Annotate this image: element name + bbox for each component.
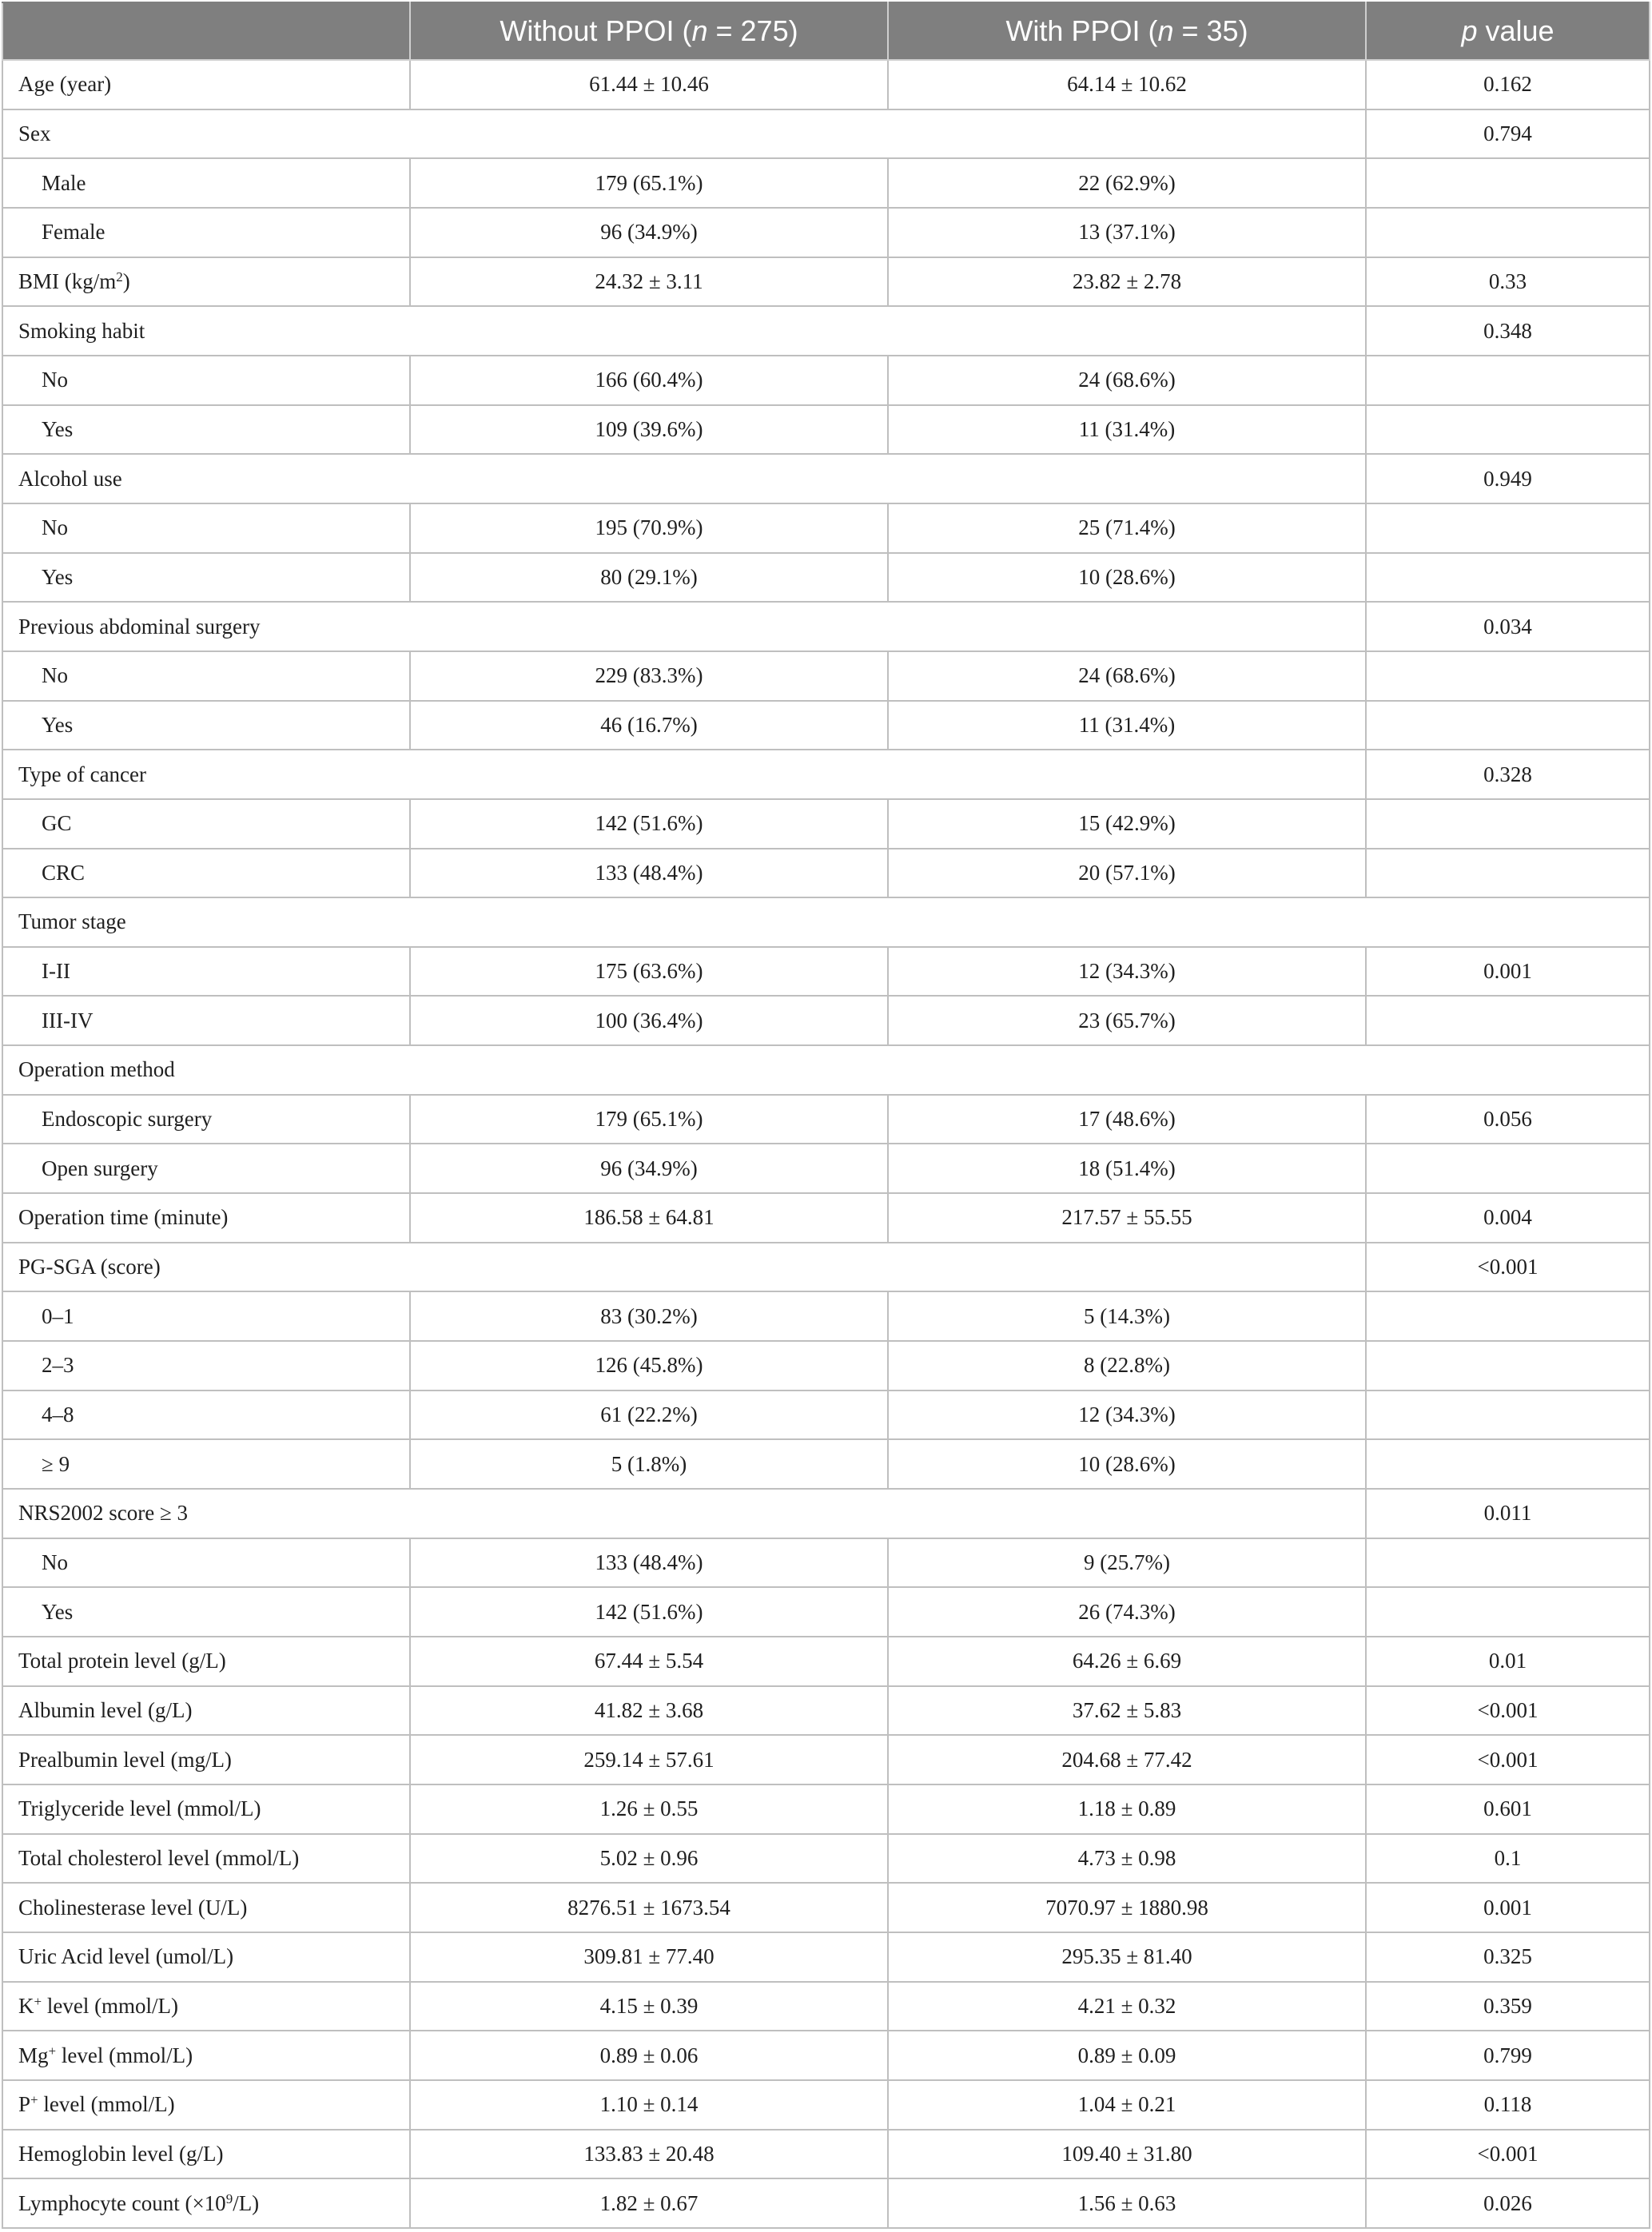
row-label: GC: [2, 799, 410, 849]
p-value-cell: [1366, 996, 1650, 1045]
table-row: [2, 503, 1650, 553]
without-ppoi-cell: 259.14 ± 57.61: [410, 1735, 888, 1784]
with-ppoi-cell: 204.68 ± 77.42: [888, 1735, 1366, 1784]
without-ppoi-cell: 186.58 ± 64.81: [410, 1193, 888, 1243]
table-row: [2, 1982, 1650, 2031]
without-ppoi-cell: 5 (1.8%): [410, 1439, 888, 1489]
row-label: No: [2, 1538, 410, 1588]
p-value-cell: [1366, 356, 1650, 405]
with-ppoi-cell: 22 (62.9%): [888, 158, 1366, 208]
table-row: [2, 1391, 1650, 1440]
p-value-cell: 0.01: [1366, 1637, 1650, 1686]
without-ppoi-cell: 175 (63.6%): [410, 947, 888, 997]
with-ppoi-cell: 15 (42.9%): [888, 799, 1366, 849]
without-ppoi-cell: 1.26 ± 0.55: [410, 1784, 888, 1834]
row-label: Uric Acid level (umol/L): [2, 1932, 410, 1982]
table-row: [2, 1045, 1650, 1095]
table-row: [2, 1538, 1650, 1588]
without-ppoi-cell: 126 (45.8%): [410, 1341, 888, 1391]
row-label: III-IV: [2, 996, 410, 1045]
header-row: [2, 2, 1650, 60]
p-value-cell: [1366, 799, 1650, 849]
p-value-cell: [1366, 701, 1650, 750]
row-label: Open surgery: [2, 1144, 410, 1193]
p-value-cell: 0.1: [1366, 1834, 1650, 1884]
table-row: [2, 2080, 1650, 2130]
row-label: CRC: [2, 849, 410, 898]
p-value-cell: [1366, 1391, 1650, 1440]
row-label: No: [2, 651, 410, 701]
row-label: 0–1: [2, 1291, 410, 1341]
row-label: No: [2, 356, 410, 405]
without-ppoi-cell: 61.44 ± 10.46: [410, 60, 888, 109]
table-row: [2, 1144, 1650, 1193]
with-ppoi-cell: 64.26 ± 6.69: [888, 1637, 1366, 1686]
p-value-cell: 0.949: [1366, 454, 1650, 503]
p-value-cell: 0.011: [1366, 1489, 1650, 1538]
without-ppoi-cell: 179 (65.1%): [410, 1095, 888, 1144]
p-value-cell: 0.799: [1366, 2031, 1650, 2080]
with-ppoi-cell: 12 (34.3%): [888, 1391, 1366, 1440]
row-label: BMI $(kg/m^2)$: [2, 257, 410, 307]
table-row: [2, 405, 1650, 455]
row-label: ≥ 9: [2, 1439, 410, 1489]
without-ppoi-cell: 133 (48.4%): [410, 849, 888, 898]
table-row: [2, 1784, 1650, 1834]
row-label: K+ level (mmol/L): [2, 1982, 410, 2031]
table-row: [2, 2178, 1650, 2228]
with-ppoi-cell: 1.18 ± 0.89: [888, 1784, 1366, 1834]
row-label: Tumor stage: [2, 897, 1650, 947]
row-label: Operation method: [2, 1045, 1650, 1095]
p-value-cell: [1366, 1291, 1650, 1341]
row-label: Previous abdominal surgery: [2, 602, 1366, 651]
table-row: [2, 2130, 1650, 2179]
with-ppoi-cell: 18 (51.4%): [888, 1144, 1366, 1193]
with-ppoi-cell: 4.73 ± 0.98: [888, 1834, 1366, 1884]
row-label: Type of cancer: [2, 750, 1366, 799]
header-blank: [2, 2, 410, 60]
table-row: [2, 1095, 1650, 1144]
p-value-cell: <0.001: [1366, 1735, 1650, 1784]
without-ppoi-cell: 1.82 ± 0.67: [410, 2178, 888, 2228]
p-value-cell: 0.33: [1366, 257, 1650, 307]
p-value-cell: [1366, 553, 1650, 603]
row-label: 4–8: [2, 1391, 410, 1440]
table-row: [2, 651, 1650, 701]
with-ppoi-cell: 23 (65.7%): [888, 996, 1366, 1045]
with-ppoi-cell: 0.89 ± 0.09: [888, 2031, 1366, 2080]
table-row: [2, 1883, 1650, 1932]
row-label: Yes: [2, 1587, 410, 1637]
table-row: [2, 60, 1650, 109]
table-row: [2, 1193, 1650, 1243]
row-label: Yes: [2, 405, 410, 455]
table-row: [2, 1834, 1650, 1884]
with-ppoi-cell: 23.82 ± 2.78: [888, 257, 1366, 307]
without-ppoi-cell: 24.32 ± 3.11: [410, 257, 888, 307]
with-ppoi-cell: 8 (22.8%): [888, 1341, 1366, 1391]
p-value-cell: 0.056: [1366, 1095, 1650, 1144]
row-label: 2–3: [2, 1341, 410, 1391]
without-ppoi-cell: 100 (36.4%): [410, 996, 888, 1045]
row-label: Operation time (minute): [2, 1193, 410, 1243]
without-ppoi-cell: 96 (34.9%): [410, 1144, 888, 1193]
p-value-cell: [1366, 405, 1650, 455]
p-value-cell: [1366, 1538, 1650, 1588]
with-ppoi-cell: 1.04 ± 0.21: [888, 2080, 1366, 2130]
table-row: [2, 897, 1650, 947]
with-ppoi-cell: 10 (28.6%): [888, 1439, 1366, 1489]
table-row: [2, 1686, 1650, 1736]
row-label: Cholinesterase level (U/L): [2, 1883, 410, 1932]
p-value-cell: [1366, 1144, 1650, 1193]
table-row: [2, 1489, 1650, 1538]
p-value-cell: 0.004: [1366, 1193, 1650, 1243]
table-row: [2, 1932, 1650, 1982]
row-label: Albumin level (g/L): [2, 1686, 410, 1736]
row-label: Male: [2, 158, 410, 208]
with-ppoi-cell: 13 (37.1%): [888, 208, 1366, 257]
row-label: Endoscopic surgery: [2, 1095, 410, 1144]
with-ppoi-cell: 11 (31.4%): [888, 701, 1366, 750]
row-label: Alcohol use: [2, 454, 1366, 503]
header-with-ppoi: With PPOI (n = 35): [888, 2, 1366, 60]
row-label: Age (year): [2, 60, 410, 109]
p-value-cell: 0.325: [1366, 1932, 1650, 1982]
with-ppoi-cell: 12 (34.3%): [888, 947, 1366, 997]
with-ppoi-cell: 64.14 ± 10.62: [888, 60, 1366, 109]
table-body: [2, 60, 1650, 2228]
p-value-cell: 0.026: [1366, 2178, 1650, 2228]
table-row: [2, 109, 1650, 159]
without-ppoi-cell: 46 (16.7%): [410, 701, 888, 750]
table-row: [2, 257, 1650, 307]
p-value-cell: [1366, 651, 1650, 701]
with-ppoi-cell: 17 (48.6%): [888, 1095, 1366, 1144]
table-row: [2, 799, 1650, 849]
row-label: Hemoglobin level (g/L): [2, 2130, 410, 2179]
header-without-ppoi: Without PPOI (n = 275): [410, 2, 888, 60]
row-label: Lymphocyte count $(\times 10^9/L)$: [2, 2178, 410, 2228]
row-label: Yes: [2, 553, 410, 603]
table-row: [2, 849, 1650, 898]
header-p-value: p value: [1366, 2, 1650, 60]
p-value-cell: [1366, 158, 1650, 208]
table-row: [2, 158, 1650, 208]
row-label: Total cholesterol level (mmol/L): [2, 1834, 410, 1884]
row-label: Prealbumin level (mg/L): [2, 1735, 410, 1784]
p-value-cell: <0.001: [1366, 2130, 1650, 2179]
without-ppoi-cell: 5.02 ± 0.96: [410, 1834, 888, 1884]
without-ppoi-cell: 80 (29.1%): [410, 553, 888, 603]
row-label: Female: [2, 208, 410, 257]
without-ppoi-cell: 133.83 ± 20.48: [410, 2130, 888, 2179]
table-row: [2, 602, 1650, 651]
without-ppoi-cell: 67.44 ± 5.54: [410, 1637, 888, 1686]
table-row: [2, 1735, 1650, 1784]
without-ppoi-cell: 83 (30.2%): [410, 1291, 888, 1341]
row-label: Sex: [2, 109, 1366, 159]
row-label: No: [2, 503, 410, 553]
with-ppoi-cell: 24 (68.6%): [888, 651, 1366, 701]
without-ppoi-cell: 109 (39.6%): [410, 405, 888, 455]
characteristics-table: [2, 2, 1650, 2229]
with-ppoi-cell: 7070.97 ± 1880.98: [888, 1883, 1366, 1932]
with-ppoi-cell: 9 (25.7%): [888, 1538, 1366, 1588]
table-row: [2, 1637, 1650, 1686]
with-ppoi-cell: 4.21 ± 0.32: [888, 1982, 1366, 2031]
without-ppoi-cell: 166 (60.4%): [410, 356, 888, 405]
with-ppoi-cell: 25 (71.4%): [888, 503, 1366, 553]
p-value-cell: 0.359: [1366, 1982, 1650, 2031]
without-ppoi-cell: 142 (51.6%): [410, 1587, 888, 1637]
table-row: [2, 2031, 1650, 2080]
p-value-cell: 0.601: [1366, 1784, 1650, 1834]
p-value-cell: 0.328: [1366, 750, 1650, 799]
without-ppoi-cell: 0.89 ± 0.06: [410, 2031, 888, 2080]
with-ppoi-cell: 11 (31.4%): [888, 405, 1366, 455]
row-label: Total protein level (g/L): [2, 1637, 410, 1686]
without-ppoi-cell: 195 (70.9%): [410, 503, 888, 553]
row-label: Smoking habit: [2, 306, 1366, 356]
table-row: [2, 454, 1650, 503]
with-ppoi-cell: 1.56 ± 0.63: [888, 2178, 1366, 2228]
table-row: [2, 1439, 1650, 1489]
p-value-cell: [1366, 1439, 1650, 1489]
with-ppoi-cell: 217.57 ± 55.55: [888, 1193, 1366, 1243]
row-label: NRS2002 score ≥ 3: [2, 1489, 1366, 1538]
without-ppoi-cell: 61 (22.2%): [410, 1391, 888, 1440]
table-row: [2, 553, 1650, 603]
p-value-cell: 0.162: [1366, 60, 1650, 109]
without-ppoi-cell: 133 (48.4%): [410, 1538, 888, 1588]
without-ppoi-cell: 96 (34.9%): [410, 208, 888, 257]
row-label: Yes: [2, 701, 410, 750]
p-value-cell: [1366, 849, 1650, 898]
with-ppoi-cell: 37.62 ± 5.83: [888, 1686, 1366, 1736]
without-ppoi-cell: 41.82 ± 3.68: [410, 1686, 888, 1736]
without-ppoi-cell: 229 (83.3%): [410, 651, 888, 701]
without-ppoi-cell: 8276.51 ± 1673.54: [410, 1883, 888, 1932]
p-value-cell: 0.001: [1366, 1883, 1650, 1932]
table-row: [2, 750, 1650, 799]
p-value-cell: [1366, 208, 1650, 257]
with-ppoi-cell: 26 (74.3%): [888, 1587, 1366, 1637]
row-label: P+ level (mmol/L): [2, 2080, 410, 2130]
p-value-cell: <0.001: [1366, 1243, 1650, 1292]
p-value-cell: 0.348: [1366, 306, 1650, 356]
row-label: PG-SGA (score): [2, 1243, 1366, 1292]
without-ppoi-cell: 4.15 ± 0.39: [410, 1982, 888, 2031]
row-label: Triglyceride level (mmol/L): [2, 1784, 410, 1834]
table-row: [2, 996, 1650, 1045]
with-ppoi-cell: 295.35 ± 81.40: [888, 1932, 1366, 1982]
table-row: [2, 1587, 1650, 1637]
p-value-cell: [1366, 503, 1650, 553]
without-ppoi-cell: 1.10 ± 0.14: [410, 2080, 888, 2130]
without-ppoi-cell: 309.81 ± 77.40: [410, 1932, 888, 1982]
table-row: [2, 356, 1650, 405]
p-value-cell: 0.034: [1366, 602, 1650, 651]
row-label: Mg+ level (mmol/L): [2, 2031, 410, 2080]
table-row: [2, 1291, 1650, 1341]
p-value-cell: [1366, 1341, 1650, 1391]
with-ppoi-cell: 20 (57.1%): [888, 849, 1366, 898]
table-row: [2, 701, 1650, 750]
table-row: [2, 947, 1650, 997]
table-row: [2, 306, 1650, 356]
with-ppoi-cell: 24 (68.6%): [888, 356, 1366, 405]
with-ppoi-cell: 109.40 ± 31.80: [888, 2130, 1366, 2179]
p-value-cell: 0.118: [1366, 2080, 1650, 2130]
without-ppoi-cell: 142 (51.6%): [410, 799, 888, 849]
table-row: [2, 1341, 1650, 1391]
without-ppoi-cell: 179 (65.1%): [410, 158, 888, 208]
table-row: [2, 208, 1650, 257]
p-value-cell: <0.001: [1366, 1686, 1650, 1736]
with-ppoi-cell: 5 (14.3%): [888, 1291, 1366, 1341]
table-row: [2, 1243, 1650, 1292]
p-value-cell: 0.001: [1366, 947, 1650, 997]
with-ppoi-cell: 10 (28.6%): [888, 553, 1366, 603]
p-value-cell: 0.794: [1366, 109, 1650, 159]
p-value-cell: [1366, 1587, 1650, 1637]
row-label: I-II: [2, 947, 410, 997]
